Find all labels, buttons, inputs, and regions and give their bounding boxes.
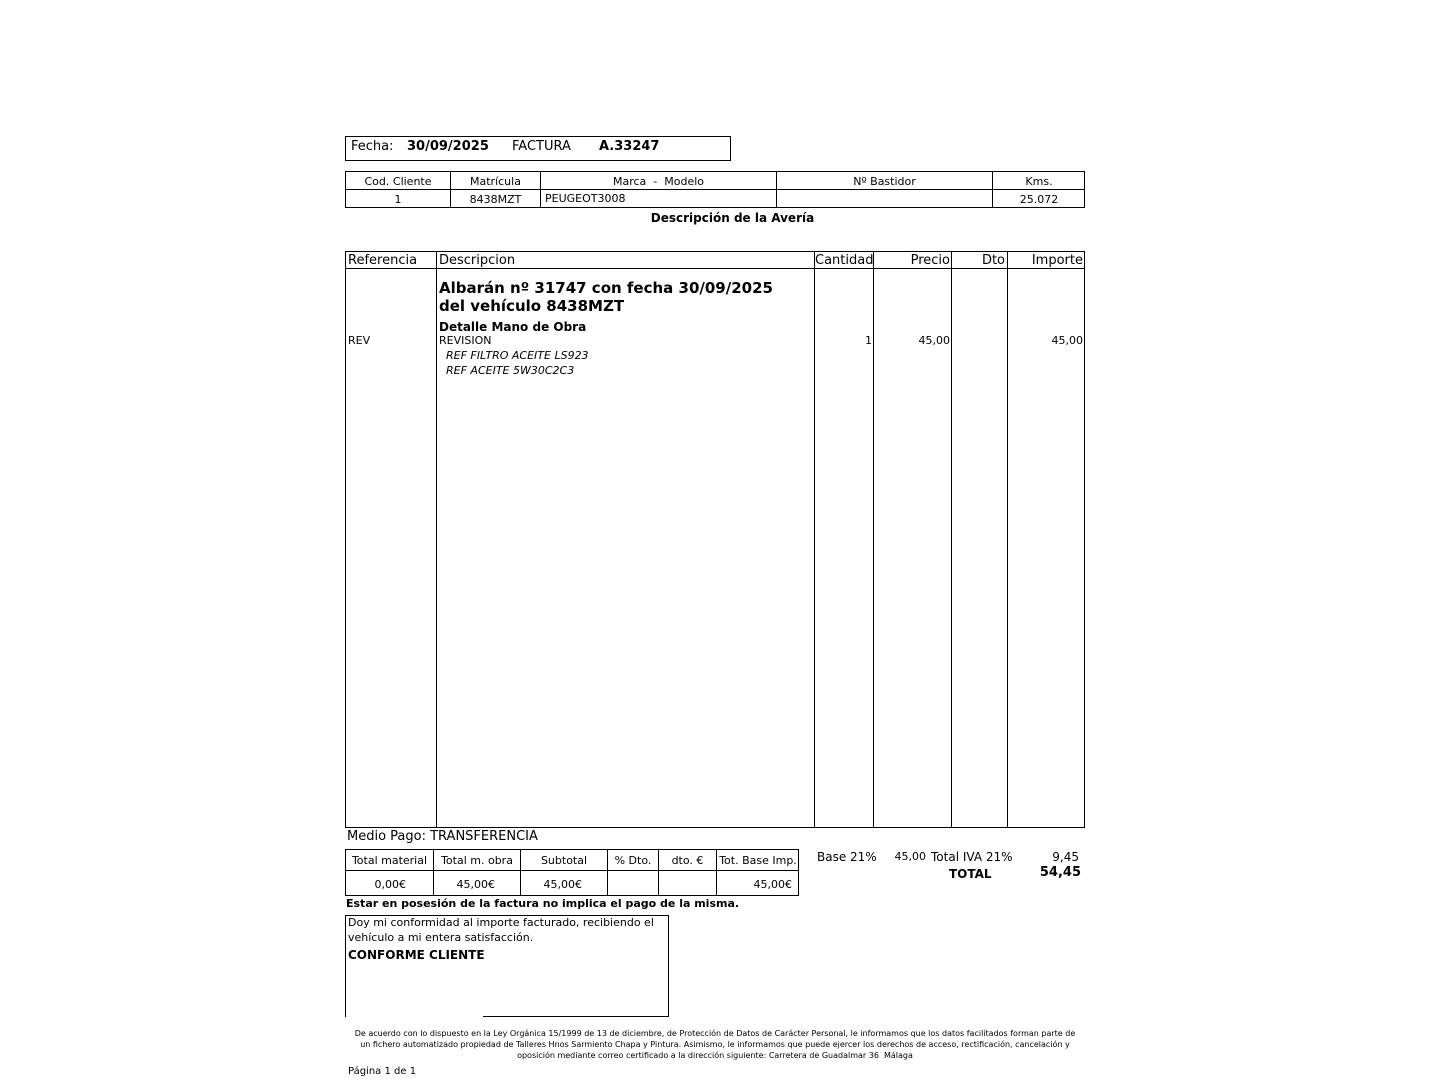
fecha-value: 30/09/2025 bbox=[407, 139, 489, 154]
fecha-label: Fecha: bbox=[351, 139, 394, 154]
vehicle-cod-cliente: 1 bbox=[394, 193, 402, 206]
vehicle-header-bastidor: Nº Bastidor bbox=[853, 175, 916, 188]
line-descripcion: REVISION bbox=[439, 334, 492, 347]
legal-line-2: un fichero automatizado propiedad de Talleres Hnos Sarmiento Chapa y Pintura. Asimismo, le informamos que puede ejercer los derechos de acceso, rectificación, cancelación y bbox=[360, 1040, 1070, 1049]
total-label: TOTAL bbox=[949, 867, 992, 881]
medio-pago: Medio Pago: TRANSFERENCIA bbox=[347, 829, 538, 844]
vehicle-marca-modelo: PEUGEOT3008 bbox=[545, 192, 626, 205]
vehicle-header-matricula: Matrícula bbox=[470, 175, 521, 188]
totals-mano-obra: 45,00€ bbox=[456, 878, 495, 891]
conformity-heading: CONFORME CLIENTE bbox=[348, 948, 485, 962]
lines-header-importe: Importe bbox=[1031, 253, 1083, 268]
lines-header-precio: Precio bbox=[910, 253, 950, 268]
vehicle-header-marca-modelo: Marca - Modelo bbox=[612, 175, 704, 188]
lines-header-cantidad: Cantidad bbox=[815, 253, 874, 268]
iva-value: 9,45 bbox=[1052, 850, 1079, 864]
base-label: Base 21% bbox=[817, 850, 877, 864]
totals-header-base-imp: Tot. Base Imp. bbox=[719, 854, 797, 867]
totals-header-mano-obra: Total m. obra bbox=[441, 854, 513, 867]
page-footer: Página 1 de 1 bbox=[348, 1066, 417, 1077]
totals-base-imp: 45,00€ bbox=[753, 878, 792, 891]
line-note: REF FILTRO ACEITE LS923 bbox=[446, 349, 589, 362]
base-value: 45,00 bbox=[894, 850, 926, 863]
totals-header-pct-dto: % Dto. bbox=[614, 854, 652, 867]
line-importe: 45,00 bbox=[1051, 334, 1083, 347]
vehicle-matricula: 8438MZT bbox=[469, 193, 522, 206]
legal-line-1: De acuerdo con lo dispuesto en la Ley Orgánica 15/1999 de 13 de diciembre, de Protección de Datos de Carácter Personal, le informamos que los datos facilitados forman parte de bbox=[354, 1029, 1076, 1038]
line-referencia: REV bbox=[348, 334, 371, 347]
invoice-type: FACTURA bbox=[512, 139, 571, 154]
totals-header-material: Total material bbox=[351, 854, 428, 867]
total-value: 54,45 bbox=[1039, 865, 1081, 880]
totals-subtotal: 45,00€ bbox=[543, 878, 582, 891]
payment-notice: Estar en posesión de la factura no implica el pago de la misma. bbox=[346, 897, 740, 910]
lines-header-dto: Dto bbox=[981, 253, 1005, 268]
vehicle-header-kms: Kms. bbox=[1025, 175, 1053, 188]
conformity-line-1: Doy mi conformidad al importe facturado, recibiendo el bbox=[348, 916, 654, 929]
conformity-line-2: vehículo a mi entera satisfacción. bbox=[348, 931, 534, 944]
vehicle-header-cod-cliente: Cod. Cliente bbox=[364, 175, 432, 188]
albaran-heading: Albarán nº 31747 con fecha 30/09/2025 del vehículo 8438MZT bbox=[439, 279, 773, 315]
totals-material: 0,00€ bbox=[374, 878, 406, 891]
lines-header-descripcion: Descripcion bbox=[439, 253, 516, 268]
invoice-number: A.33247 bbox=[599, 139, 660, 154]
vehicle-kms: 25.072 bbox=[1019, 193, 1059, 206]
totals-header-dto-eur: dto. € bbox=[671, 854, 704, 867]
legal-line-3: oposición mediante correo certificado a la dirección siguiente: Carretera de Guadalmar 36 Málaga bbox=[517, 1051, 913, 1060]
totals-header-subtotal: Subtotal bbox=[540, 854, 588, 867]
averia-title: Descripción de la Avería bbox=[650, 211, 815, 225]
lines-header-referencia: Referencia bbox=[348, 253, 418, 268]
iva-label: Total IVA 21% bbox=[931, 850, 1013, 864]
line-precio: 45,00 bbox=[918, 334, 950, 347]
detalle-heading: Detalle Mano de Obra bbox=[439, 320, 587, 334]
line-cantidad: 1 bbox=[865, 334, 872, 347]
line-note: REF ACEITE 5W30C2C3 bbox=[446, 364, 575, 377]
